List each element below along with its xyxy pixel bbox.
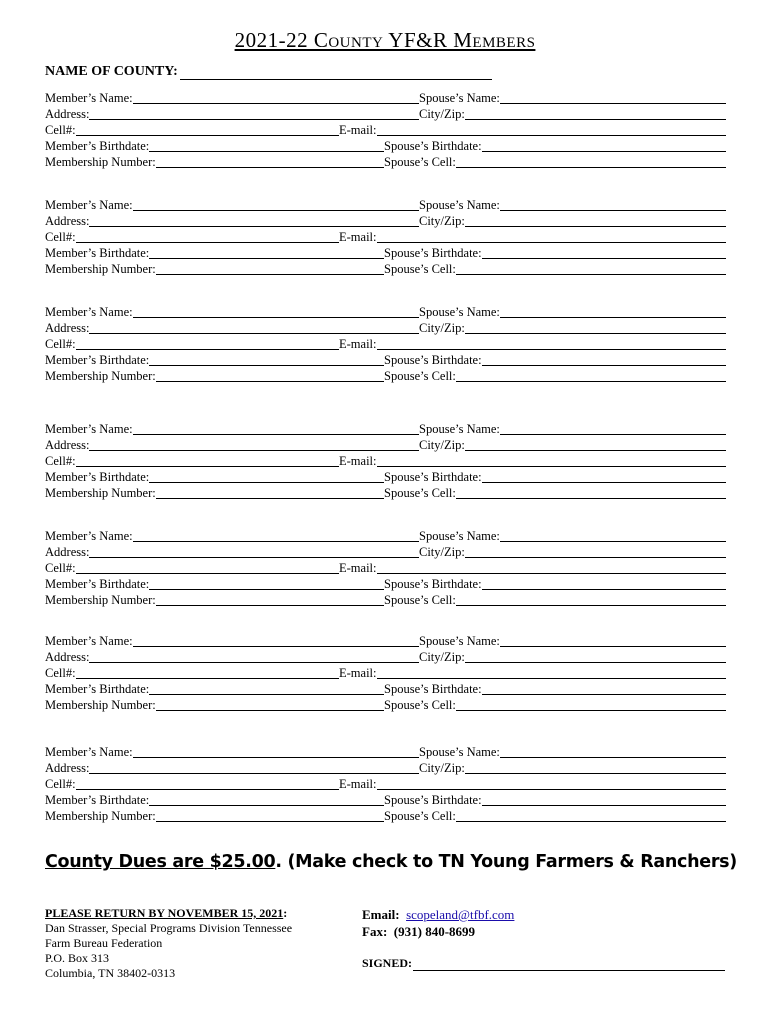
member-entry-block xyxy=(45,633,726,713)
member-name-label: Member’s Name: xyxy=(45,198,133,212)
address-row xyxy=(45,320,726,336)
email-label: E-mail: xyxy=(339,777,377,791)
spouse-name-line xyxy=(500,198,726,211)
member-birthdate-label: Member’s Birthdate: xyxy=(45,577,150,591)
cell-email-row xyxy=(45,336,726,352)
member-birthdate-line xyxy=(149,682,384,695)
county-dues-note xyxy=(45,852,737,872)
member-entry-block xyxy=(45,528,726,608)
member-name-field[interactable] xyxy=(45,744,419,760)
member-birthdate-line xyxy=(149,353,384,366)
dues-instructions: . (Make check to TN Young Farmers & Ranchers) xyxy=(275,852,737,872)
city-zip-label: City/Zip: xyxy=(419,214,465,228)
member-name-row xyxy=(45,528,726,544)
signed-label: SIGNED: xyxy=(362,956,413,970)
address-line xyxy=(89,545,419,558)
spouse-cell-field[interactable] xyxy=(384,154,726,170)
spouse-cell-field[interactable] xyxy=(384,808,726,824)
city-zip-field[interactable] xyxy=(419,760,726,776)
cell-label: Cell#: xyxy=(45,454,76,468)
membership-number-line xyxy=(156,593,384,606)
membership-number-label: Membership Number: xyxy=(45,155,156,169)
member-entry-block xyxy=(45,304,726,384)
membership-number-field[interactable] xyxy=(45,261,384,277)
cell-field[interactable] xyxy=(45,560,339,576)
member-name-field[interactable] xyxy=(45,304,419,320)
spouse-name-line xyxy=(500,529,726,542)
membership-number-label: Membership Number: xyxy=(45,486,156,500)
city-zip-label: City/Zip: xyxy=(419,107,465,121)
email-line xyxy=(377,230,727,243)
address-label: Address: xyxy=(45,761,90,775)
address-line xyxy=(89,761,419,774)
address-line xyxy=(89,107,419,120)
spouse-birthdate-field[interactable] xyxy=(384,138,726,154)
email-label: E-mail: xyxy=(339,561,377,575)
return-address-line: Dan Strasser, Special Programs Division Tennessee xyxy=(45,921,293,935)
membership-number-field[interactable] xyxy=(45,592,384,608)
birthdate-row xyxy=(45,576,726,592)
spouse-cell-line xyxy=(456,698,726,711)
membership-number-field[interactable] xyxy=(45,368,384,384)
email-line xyxy=(377,561,727,574)
email-label: E-mail: xyxy=(339,666,377,680)
address-field[interactable] xyxy=(45,106,419,122)
address-field[interactable] xyxy=(45,760,419,776)
return-address xyxy=(45,906,292,981)
spouse-cell-line xyxy=(456,155,726,168)
return-address-line: P.O. Box 313 xyxy=(45,951,110,965)
membership-number-label: Membership Number: xyxy=(45,593,156,607)
address-field[interactable] xyxy=(45,649,419,665)
birthdate-row xyxy=(45,245,726,261)
spouse-birthdate-field[interactable] xyxy=(384,576,726,592)
spouse-birthdate-field[interactable] xyxy=(384,469,726,485)
membership-number-label: Membership Number: xyxy=(45,369,156,383)
member-birthdate-label: Member’s Birthdate: xyxy=(45,246,150,260)
spouse-name-field[interactable] xyxy=(419,304,726,320)
member-birthdate-line xyxy=(149,246,384,259)
spouse-name-field[interactable] xyxy=(419,90,726,106)
spouse-birthdate-line xyxy=(482,577,726,590)
cell-field[interactable] xyxy=(45,776,339,792)
member-name-label: Member’s Name: xyxy=(45,305,133,319)
city-zip-line xyxy=(465,761,726,774)
birthdate-row xyxy=(45,469,726,485)
cell-line xyxy=(76,337,339,350)
member-name-row xyxy=(45,633,726,649)
member-name-field[interactable] xyxy=(45,421,419,437)
member-birthdate-line xyxy=(149,793,384,806)
city-zip-label: City/Zip: xyxy=(419,650,465,664)
cell-label: Cell#: xyxy=(45,230,76,244)
member-entry-block xyxy=(45,744,726,824)
spouse-birthdate-line xyxy=(482,353,726,366)
address-label: Address: xyxy=(45,650,90,664)
membership-number-line xyxy=(156,369,384,382)
cell-field[interactable] xyxy=(45,453,339,469)
member-birthdate-line xyxy=(149,470,384,483)
county-name-label: NAME OF COUNTY: xyxy=(45,64,178,79)
address-row xyxy=(45,649,726,665)
email-label: E-mail: xyxy=(339,123,377,137)
membership-number-label: Membership Number: xyxy=(45,262,156,276)
return-deadline: PLEASE RETURN BY NOVEMBER 15, 2021 xyxy=(45,906,284,920)
email-contact-link[interactable]: scopeland@tfbf.com xyxy=(406,907,515,922)
city-zip-label: City/Zip: xyxy=(419,438,465,452)
spouse-birthdate-line xyxy=(482,793,726,806)
spouse-cell-label: Spouse’s Cell: xyxy=(384,262,456,276)
spouse-cell-label: Spouse’s Cell: xyxy=(384,809,456,823)
member-name-field[interactable] xyxy=(45,633,419,649)
spouse-name-field[interactable] xyxy=(419,633,726,649)
spouse-birthdate-label: Spouse’s Birthdate: xyxy=(384,246,482,260)
cell-field[interactable] xyxy=(45,336,339,352)
member-entry-block xyxy=(45,90,726,170)
spouse-birthdate-field[interactable] xyxy=(384,352,726,368)
spouse-name-field[interactable] xyxy=(419,197,726,213)
email-line xyxy=(377,666,727,679)
spouse-birthdate-label: Spouse’s Birthdate: xyxy=(384,353,482,367)
membership-number-field[interactable] xyxy=(45,697,384,713)
city-zip-line xyxy=(465,107,726,120)
address-line xyxy=(89,650,419,663)
member-birthdate-label: Member’s Birthdate: xyxy=(45,682,150,696)
membership-number-line xyxy=(156,698,384,711)
page-title: 2021-22 County YF&R Members xyxy=(234,28,536,52)
membership-row xyxy=(45,154,726,170)
fax-number: (931) 840-8699 xyxy=(393,924,476,939)
member-entry-block xyxy=(45,421,726,501)
address-line xyxy=(89,438,419,451)
membership-row xyxy=(45,592,726,608)
member-birthdate-label: Member’s Birthdate: xyxy=(45,139,150,153)
member-name-label: Member’s Name: xyxy=(45,422,133,436)
member-name-line xyxy=(133,305,419,318)
member-birthdate-label: Member’s Birthdate: xyxy=(45,470,150,484)
spouse-birthdate-label: Spouse’s Birthdate: xyxy=(384,793,482,807)
city-zip-line xyxy=(465,650,726,663)
email-field[interactable] xyxy=(339,229,726,245)
member-birthdate-field[interactable] xyxy=(45,792,384,808)
address-label: Address: xyxy=(45,545,90,559)
cell-email-row xyxy=(45,122,726,138)
city-zip-field[interactable] xyxy=(419,106,726,122)
spouse-name-field[interactable] xyxy=(419,421,726,437)
spouse-name-label: Spouse’s Name: xyxy=(419,745,500,759)
cell-field[interactable] xyxy=(45,122,339,138)
fax-label: Fax: xyxy=(362,924,388,939)
return-deadline-colon: : xyxy=(283,906,288,920)
spouse-birthdate-line xyxy=(482,246,726,259)
member-name-line xyxy=(133,634,419,647)
spouse-cell-field[interactable] xyxy=(384,592,726,608)
cell-email-row xyxy=(45,229,726,245)
member-birthdate-field[interactable] xyxy=(45,138,384,154)
member-name-label: Member’s Name: xyxy=(45,634,133,648)
spouse-name-line xyxy=(500,305,726,318)
city-zip-label: City/Zip: xyxy=(419,545,465,559)
membership-number-line xyxy=(156,486,384,499)
city-zip-label: City/Zip: xyxy=(419,321,465,335)
cell-label: Cell#: xyxy=(45,337,76,351)
address-row xyxy=(45,760,726,776)
member-birthdate-field[interactable] xyxy=(45,576,384,592)
spouse-cell-line xyxy=(456,809,726,822)
spouse-cell-line xyxy=(456,486,726,499)
city-zip-field[interactable] xyxy=(419,544,726,560)
city-zip-line xyxy=(465,545,726,558)
cell-label: Cell#: xyxy=(45,777,76,791)
city-zip-field[interactable] xyxy=(419,649,726,665)
member-birthdate-label: Member’s Birthdate: xyxy=(45,353,150,367)
spouse-name-line xyxy=(500,745,726,758)
membership-number-field[interactable] xyxy=(45,154,384,170)
spouse-cell-label: Spouse’s Cell: xyxy=(384,698,456,712)
member-name-line xyxy=(133,91,419,104)
city-zip-line xyxy=(465,214,726,227)
member-name-field[interactable] xyxy=(45,528,419,544)
address-label: Address: xyxy=(45,321,90,335)
spouse-cell-line xyxy=(456,593,726,606)
cell-line xyxy=(76,777,339,790)
address-field[interactable] xyxy=(45,213,419,229)
spouse-name-label: Spouse’s Name: xyxy=(419,529,500,543)
member-birthdate-field[interactable] xyxy=(45,469,384,485)
email-field[interactable] xyxy=(339,336,726,352)
cell-field[interactable] xyxy=(45,665,339,681)
spouse-cell-field[interactable] xyxy=(384,697,726,713)
member-name-row xyxy=(45,197,726,213)
membership-number-field[interactable] xyxy=(45,485,384,501)
city-zip-field[interactable] xyxy=(419,437,726,453)
contact-info xyxy=(362,906,514,940)
membership-row xyxy=(45,808,726,824)
membership-row xyxy=(45,697,726,713)
membership-number-label: Membership Number: xyxy=(45,698,156,712)
return-address-line: Columbia, TN 38402-0313 xyxy=(45,966,176,980)
email-line xyxy=(377,777,727,790)
spouse-birthdate-line xyxy=(482,682,726,695)
spouse-cell-label: Spouse’s Cell: xyxy=(384,486,456,500)
spouse-cell-field[interactable] xyxy=(384,485,726,501)
email-line xyxy=(377,123,727,136)
spouse-birthdate-label: Spouse’s Birthdate: xyxy=(384,682,482,696)
spouse-cell-line xyxy=(456,262,726,275)
email-field[interactable] xyxy=(339,453,726,469)
spouse-birthdate-field[interactable] xyxy=(384,681,726,697)
signature-field[interactable] xyxy=(362,956,725,971)
spouse-cell-field[interactable] xyxy=(384,261,726,277)
cell-label: Cell#: xyxy=(45,666,76,680)
spouse-birthdate-line xyxy=(482,139,726,152)
spouse-name-line xyxy=(500,422,726,435)
member-name-label: Member’s Name: xyxy=(45,91,133,105)
member-name-row xyxy=(45,304,726,320)
email-field[interactable] xyxy=(339,122,726,138)
email-contact-label: Email: xyxy=(362,907,400,922)
cell-email-row xyxy=(45,665,726,681)
city-zip-line xyxy=(465,321,726,334)
email-label: E-mail: xyxy=(339,337,377,351)
spouse-name-field[interactable] xyxy=(419,528,726,544)
address-label: Address: xyxy=(45,107,90,121)
birthdate-row xyxy=(45,352,726,368)
dues-amount: County Dues are $25.00 xyxy=(45,852,276,872)
email-label: E-mail: xyxy=(339,230,377,244)
email-field[interactable] xyxy=(339,776,726,792)
member-birthdate-line xyxy=(149,577,384,590)
member-name-line xyxy=(133,422,419,435)
membership-number-field[interactable] xyxy=(45,808,384,824)
cell-line xyxy=(76,454,339,467)
email-field[interactable] xyxy=(339,560,726,576)
birthdate-row xyxy=(45,138,726,154)
spouse-name-label: Spouse’s Name: xyxy=(419,422,500,436)
county-name-field xyxy=(45,64,492,80)
spouse-name-label: Spouse’s Name: xyxy=(419,198,500,212)
email-field[interactable] xyxy=(339,665,726,681)
membership-number-line xyxy=(156,155,384,168)
member-name-line xyxy=(133,529,419,542)
member-birthdate-field[interactable] xyxy=(45,245,384,261)
member-birthdate-line xyxy=(149,139,384,152)
spouse-name-line xyxy=(500,634,726,647)
birthdate-row xyxy=(45,792,726,808)
membership-number-label: Membership Number: xyxy=(45,809,156,823)
spouse-cell-label: Spouse’s Cell: xyxy=(384,593,456,607)
cell-label: Cell#: xyxy=(45,123,76,137)
cell-line xyxy=(76,123,339,136)
cell-email-row xyxy=(45,776,726,792)
address-row xyxy=(45,106,726,122)
spouse-cell-line xyxy=(456,369,726,382)
spouse-birthdate-line xyxy=(482,470,726,483)
address-line xyxy=(89,321,419,334)
cell-field[interactable] xyxy=(45,229,339,245)
spouse-name-label: Spouse’s Name: xyxy=(419,634,500,648)
member-name-label: Member’s Name: xyxy=(45,529,133,543)
spouse-birthdate-label: Spouse’s Birthdate: xyxy=(384,470,482,484)
member-birthdate-field[interactable] xyxy=(45,352,384,368)
spouse-name-label: Spouse’s Name: xyxy=(419,305,500,319)
city-zip-field[interactable] xyxy=(419,213,726,229)
member-name-field[interactable] xyxy=(45,197,419,213)
cell-label: Cell#: xyxy=(45,561,76,575)
city-zip-label: City/Zip: xyxy=(419,761,465,775)
member-birthdate-field[interactable] xyxy=(45,681,384,697)
birthdate-row xyxy=(45,681,726,697)
county-name-line[interactable] xyxy=(180,65,492,80)
address-label: Address: xyxy=(45,438,90,452)
spouse-cell-label: Spouse’s Cell: xyxy=(384,155,456,169)
signature-line xyxy=(413,958,725,971)
address-row xyxy=(45,437,726,453)
cell-email-row xyxy=(45,560,726,576)
spouse-birthdate-field[interactable] xyxy=(384,245,726,261)
member-name-line xyxy=(133,745,419,758)
cell-line xyxy=(76,230,339,243)
email-label: E-mail: xyxy=(339,454,377,468)
address-field[interactable] xyxy=(45,437,419,453)
spouse-cell-field[interactable] xyxy=(384,368,726,384)
city-zip-field[interactable] xyxy=(419,320,726,336)
member-name-row xyxy=(45,744,726,760)
spouse-cell-label: Spouse’s Cell: xyxy=(384,369,456,383)
spouse-birthdate-label: Spouse’s Birthdate: xyxy=(384,139,482,153)
spouse-birthdate-label: Spouse’s Birthdate: xyxy=(384,577,482,591)
address-row xyxy=(45,213,726,229)
member-name-field[interactable] xyxy=(45,90,419,106)
return-address-line: Farm Bureau Federation xyxy=(45,936,163,950)
address-field[interactable] xyxy=(45,544,419,560)
membership-number-line xyxy=(156,809,384,822)
email-line xyxy=(377,454,727,467)
membership-row xyxy=(45,368,726,384)
spouse-name-label: Spouse’s Name: xyxy=(419,91,500,105)
member-name-row xyxy=(45,90,726,106)
spouse-name-field[interactable] xyxy=(419,744,726,760)
cell-email-row xyxy=(45,453,726,469)
address-field[interactable] xyxy=(45,320,419,336)
address-row xyxy=(45,544,726,560)
spouse-birthdate-field[interactable] xyxy=(384,792,726,808)
address-line xyxy=(89,214,419,227)
member-name-row xyxy=(45,421,726,437)
cell-line xyxy=(76,666,339,679)
membership-row xyxy=(45,261,726,277)
email-line xyxy=(377,337,727,350)
spouse-name-line xyxy=(500,91,726,104)
city-zip-line xyxy=(465,438,726,451)
membership-number-line xyxy=(156,262,384,275)
member-name-label: Member’s Name: xyxy=(45,745,133,759)
member-entry-block xyxy=(45,197,726,277)
member-birthdate-label: Member’s Birthdate: xyxy=(45,793,150,807)
member-name-line xyxy=(133,198,419,211)
membership-row xyxy=(45,485,726,501)
address-label: Address: xyxy=(45,214,90,228)
cell-line xyxy=(76,561,339,574)
